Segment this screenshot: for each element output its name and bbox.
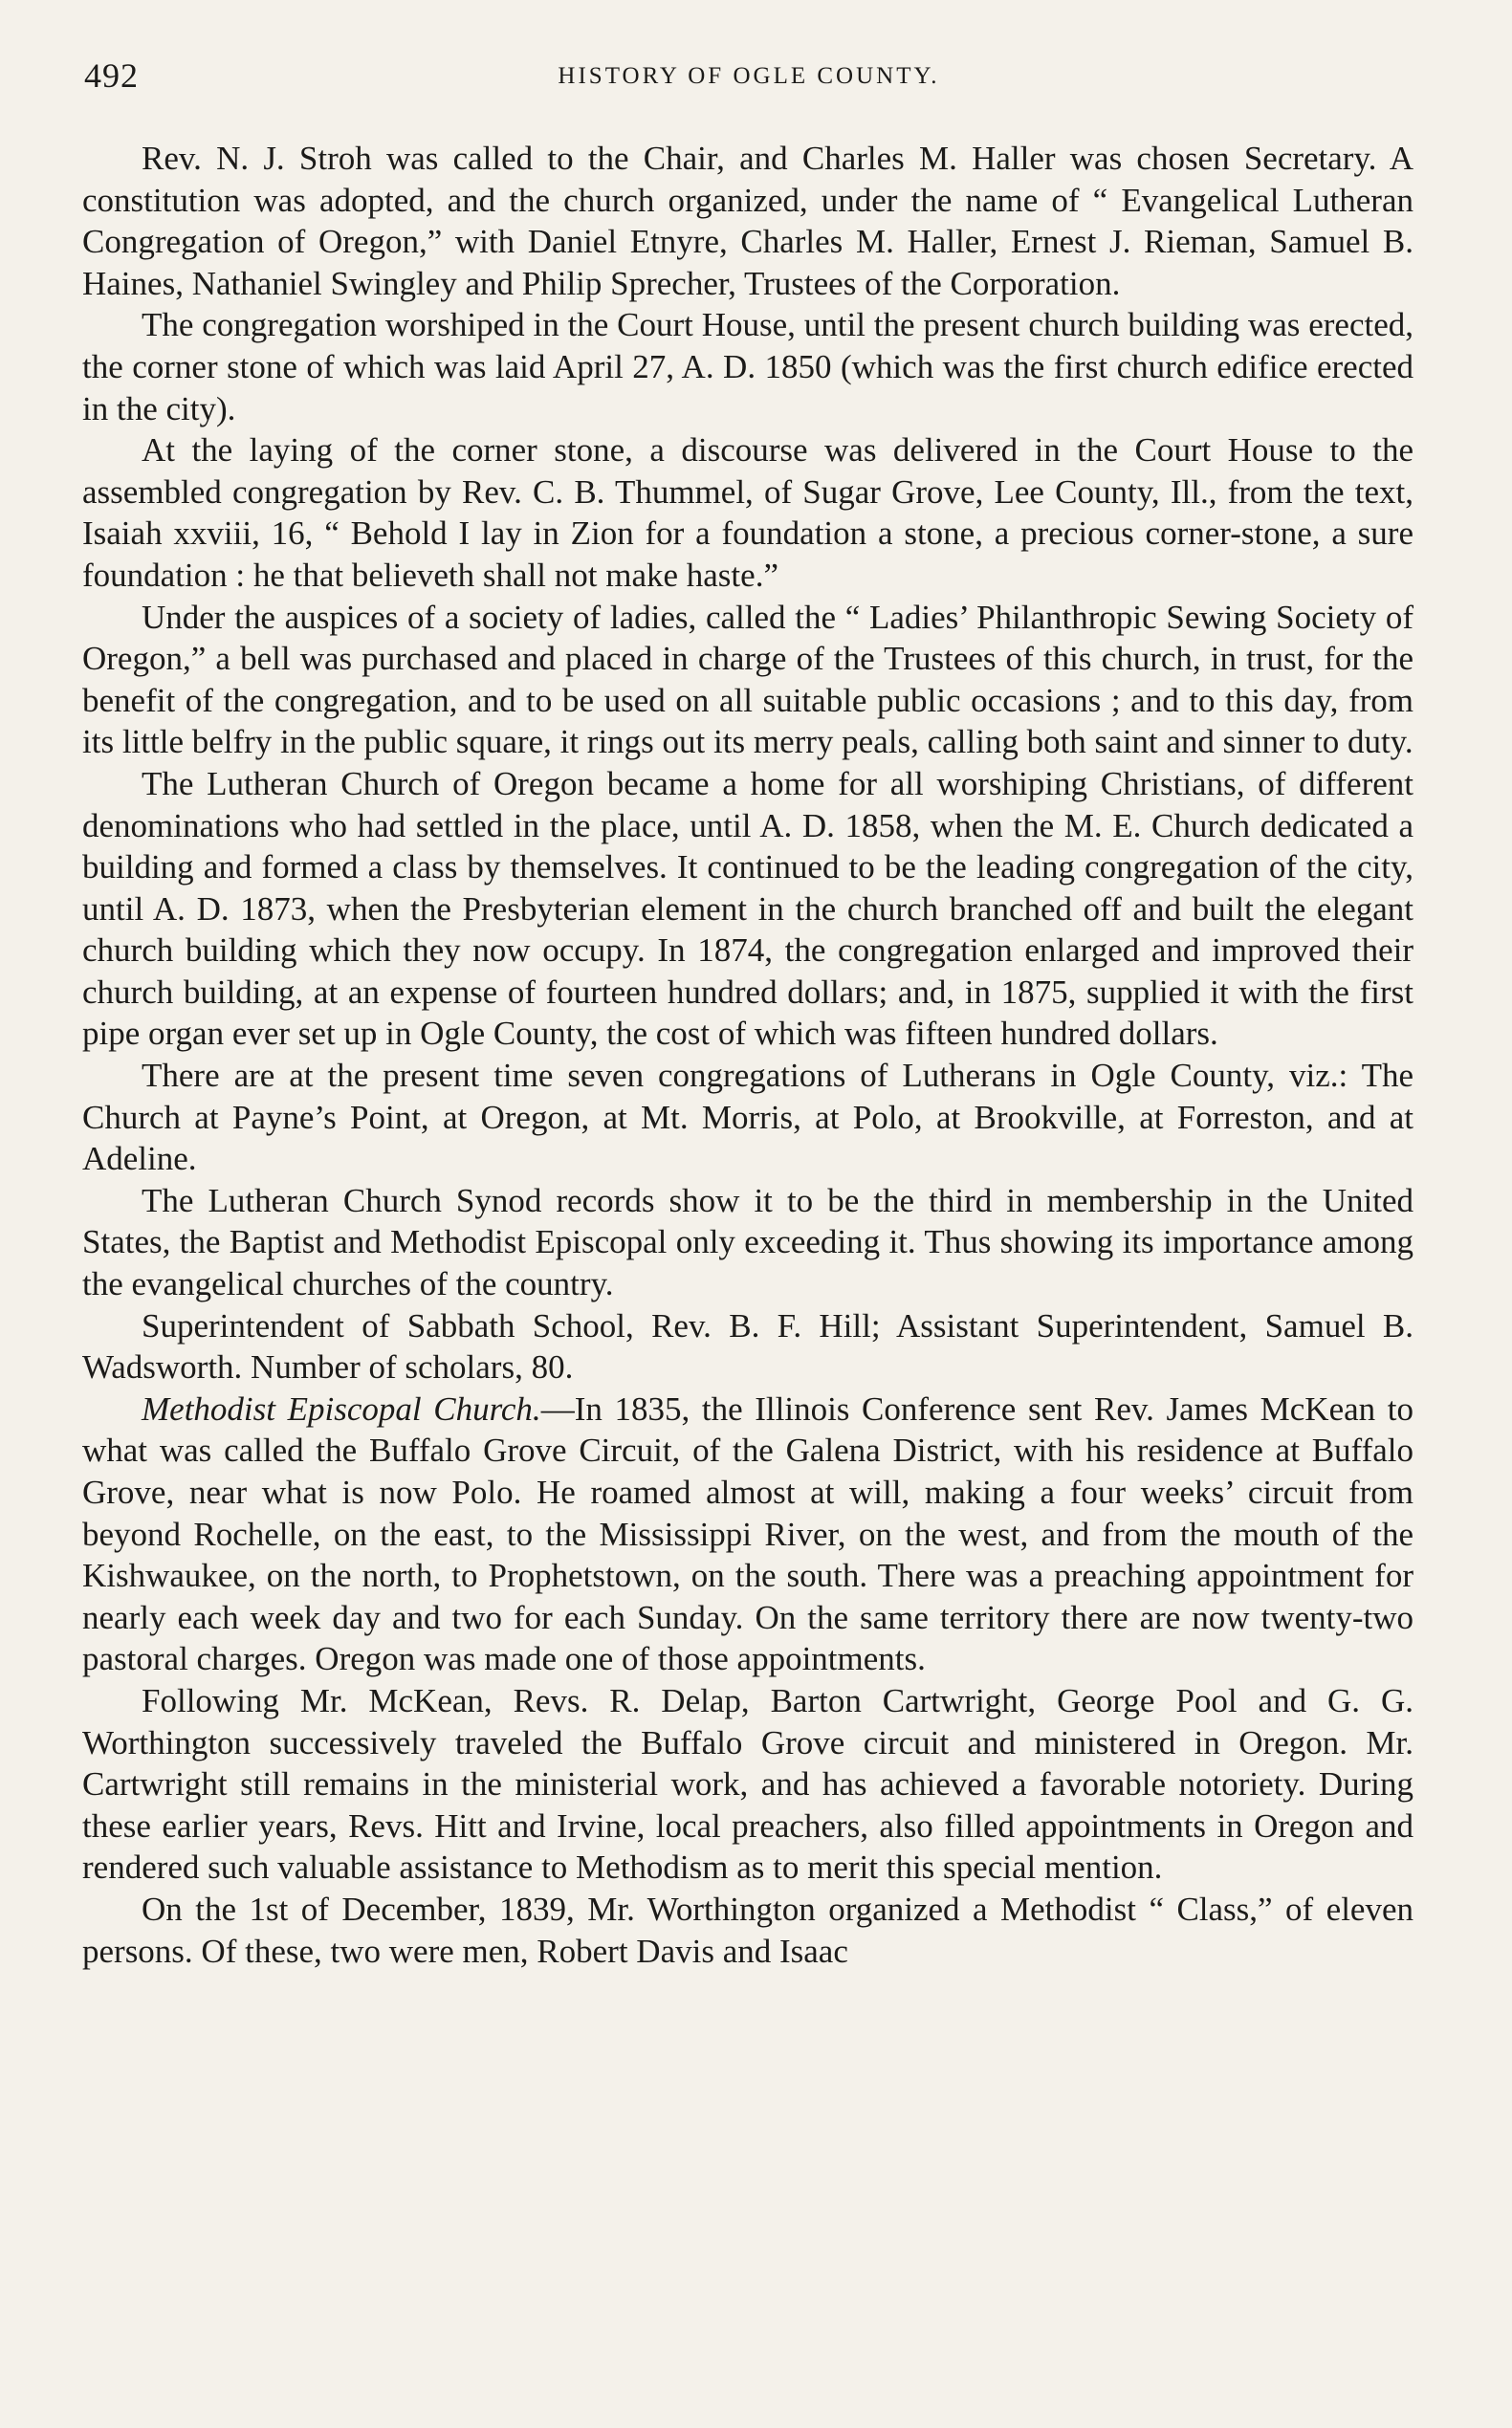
paragraph: On the 1st of December, 1839, Mr. Worthington organized a Methodist “ Class,” of eleven persons. Of these, two were men, Robert Davis and Isaac	[82, 1890, 1413, 1970]
running-head: HISTORY OF OGLE COUNTY.	[558, 63, 940, 89]
paragraph: Following Mr. McKean, Revs. R. Delap, Barton Cartwright, George Pool and G. G. Worthington successively traveled the Buffalo Grove circuit and ministered in Oregon. Mr. Cartwright still remains in the ministerial work, and has achieved a favorable notoriety. During these earlier years, Revs. Hitt and Irvine, local preachers, also filled appointments in Oregon and rendered such valuable assistance to Methodism as to merit this special mention.	[82, 1681, 1413, 1887]
paragraph: Under the auspices of a society of ladies, called the “ Ladies’ Philanthropic Sewing Society of Oregon,” a bell was purchased and placed in charge of the Trustees of this church, in trust, for the benefit of the congregation, and to be used on all suitable public occasions ; and to this day, from its little belfry in the public square, it rings out its merry peals, calling both saint and sinner to duty.	[82, 598, 1413, 761]
methodist-paragraph	[82, 1389, 1413, 1680]
paragraph: Superintendent of Sabbath School, Rev. B. F. Hill; Assistant Superintendent, Samuel B. Wadsworth. Number of scholars, 80.	[82, 1306, 1413, 1387]
paragraph: The Lutheran Church of Oregon became a home for all worshiping Christians, of different denominations who had settled in the place, until A. D. 1858, when the M. E. Church dedicated a building and formed a class by themselves. It continued to be the leading congregation of the city, until A. D. 1873, when the Presbyterian element in the church branched off and built the elegant church building which they now occupy. In 1874, the congregation enlarged and improved their church building, at an expense of fourteen hundred dollars; and, in 1875, supplied it with the first pipe organ ever set up in Ogle County, the cost of which was fifteen hundred dollars.	[82, 764, 1413, 1053]
paragraph: At the laying of the corner stone, a discourse was delivered in the Court House to the assembled congregation by Rev. C. B. Thummel, of Sugar Grove, Lee County, Ill., from the text, Isaiah xxviii, 16, “ Behold I lay in Zion for a foundation a stone, a precious corner-stone, a sure foundation : he that believeth shall not make haste.”	[82, 431, 1413, 594]
body-text	[82, 138, 1413, 1972]
page-header	[84, 55, 1413, 103]
section-text: —In 1835, the Illinois Conference sent Rev. James McKean to what was called the Buffalo Grove Circuit, of the Galena District, with his residence at Buffalo Grove, near what is now Polo. He roamed almost at will, making a four weeks’ circuit from beyond Rochelle, on the east, to the Mississippi River, on the west, and from the mouth of the Kishwaukee, on the north, to Prophetstown, on the south. There was a preaching appointment for nearly each week day and two for each Sunday. On the same territory there are now twenty-two pastoral charges. Oregon was made one of those appointments.	[82, 1389, 1413, 1678]
paragraph: The Lutheran Church Synod records show it to be the third in membership in the United States, the Baptist and Methodist Episcopal only exceeding it. Thus showing its importance among the evangelical churches of the country.	[82, 1181, 1413, 1303]
paragraph: There are at the present time seven congregations of Lutherans in Ogle County, viz.: The Church at Payne’s Point, at Oregon, at Mt. Morris, at Polo, at Brookville, at Forreston, and at Adeline.	[82, 1057, 1413, 1178]
section-heading: Methodist Episcopal Church.	[142, 1389, 541, 1428]
page-number: 492	[84, 56, 139, 95]
paragraph: Rev. N. J. Stroh was called to the Chair, and Charles M. Haller was chosen Secretary. A constitution was adopted, and the church organized, under the name of “ Evangelical Lutheran Congregation of Oregon,” with Daniel Etnyre, Charles M. Haller, Ernest J. Rieman, Samuel B. Haines, Nathaniel Swingley and Philip Sprecher, Trustees of the Corporation.	[82, 140, 1413, 302]
paragraph: The congregation worshiped in the Court House, until the present church building was erected, the corner stone of which was laid April 27, A. D. 1850 (which was the first church edifice erected in the city).	[82, 306, 1413, 427]
